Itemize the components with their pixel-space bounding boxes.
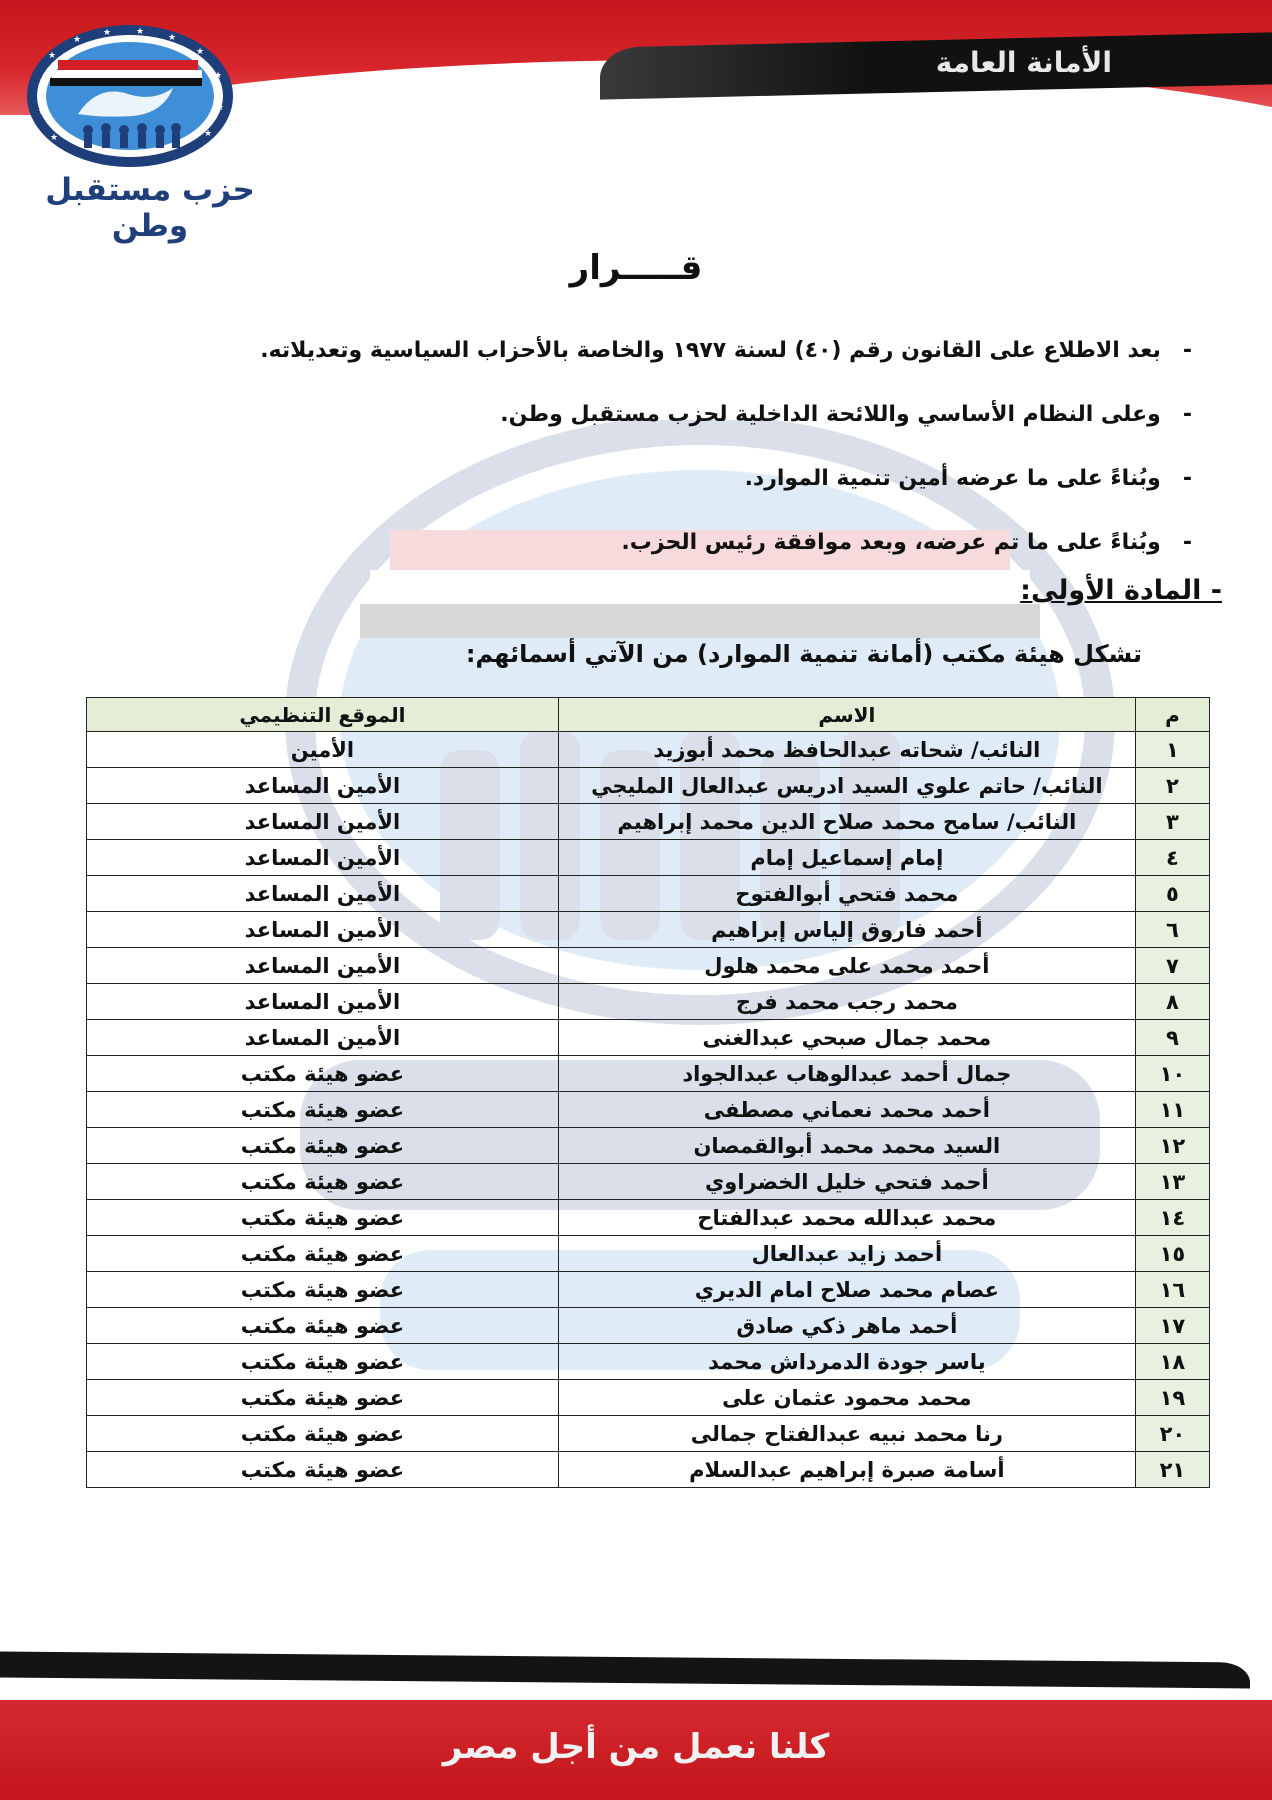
svg-text:★: ★	[136, 27, 145, 37]
row-number: ٦	[1135, 912, 1209, 948]
decision-title: قـــــرار	[569, 248, 703, 288]
row-number: ٤	[1135, 840, 1209, 876]
row-number: ١٩	[1135, 1380, 1209, 1416]
svg-text:★: ★	[38, 107, 47, 117]
preamble-item	[72, 446, 1192, 510]
svg-text:★: ★	[40, 77, 49, 87]
table-row	[87, 1164, 1210, 1200]
row-number: ٢٠	[1135, 1416, 1209, 1452]
svg-text:★: ★	[204, 129, 213, 139]
row-number: ١٣	[1135, 1164, 1209, 1200]
preamble-list	[72, 318, 1192, 574]
member-name: أحمد فاروق إلياس إبراهيم	[558, 912, 1135, 948]
row-number: ١٤	[1135, 1200, 1209, 1236]
member-position: عضو هيئة مكتب	[87, 1416, 559, 1452]
list-dash: -	[1182, 401, 1192, 427]
table-row	[87, 1272, 1210, 1308]
member-position: الأمين المساعد	[87, 984, 559, 1020]
row-number: ١٥	[1135, 1236, 1209, 1272]
member-name: ياسر جودة الدمرداش محمد	[558, 1344, 1135, 1380]
preamble-item	[72, 382, 1192, 446]
member-name: أحمد محمد نعماني مصطفى	[558, 1092, 1135, 1128]
member-position: عضو هيئة مكتب	[87, 1308, 559, 1344]
member-position: عضو هيئة مكتب	[87, 1200, 559, 1236]
list-dash: -	[1182, 529, 1192, 555]
table-row	[87, 1200, 1210, 1236]
general-secretariat-title: الأمانة العامة	[935, 46, 1112, 79]
preamble-item	[72, 510, 1192, 574]
table-row	[87, 912, 1210, 948]
table-row	[87, 948, 1210, 984]
member-name: عصام محمد صلاح امام الديري	[558, 1272, 1135, 1308]
member-position: الأمين المساعد	[87, 768, 559, 804]
table-row	[87, 1380, 1210, 1416]
member-position: عضو هيئة مكتب	[87, 1092, 559, 1128]
member-name: أحمد فتحي خليل الخضراوي	[558, 1164, 1135, 1200]
member-name: محمد رجب محمد فرج	[558, 984, 1135, 1020]
row-number: ١٠	[1135, 1056, 1209, 1092]
row-number: ٣	[1135, 804, 1209, 840]
row-number: ١	[1135, 732, 1209, 768]
table-row	[87, 840, 1210, 876]
footer-black-band	[0, 1652, 1250, 1689]
member-name: محمد فتحي أبوالفتوح	[558, 876, 1135, 912]
member-position: الأمين المساعد	[87, 876, 559, 912]
table-row	[87, 804, 1210, 840]
row-number: ٥	[1135, 876, 1209, 912]
member-position: عضو هيئة مكتب	[87, 1236, 559, 1272]
preamble-text: وعلى النظام الأساسي واللائحة الداخلية لحزب مستقبل وطن.	[500, 401, 1161, 427]
row-number: ١٢	[1135, 1128, 1209, 1164]
row-number: ١١	[1135, 1092, 1209, 1128]
row-number: ٧	[1135, 948, 1209, 984]
members-table-body	[87, 732, 1210, 1488]
table-row	[87, 1416, 1210, 1452]
table-row	[87, 984, 1210, 1020]
article-one-heading: - المادة الأولى:	[1020, 575, 1222, 606]
table-row	[87, 732, 1210, 768]
member-position: الأمين المساعد	[87, 1020, 559, 1056]
members-table	[86, 697, 1210, 1488]
table-row	[87, 1056, 1210, 1092]
member-name: أحمد زايد عبدالعال	[558, 1236, 1135, 1272]
table-header-row	[87, 698, 1210, 732]
formation-statement: تشكل هيئة مكتب (أمانة تنمية الموارد) من الآتي أسمائهم:	[465, 640, 1142, 668]
table-row	[87, 876, 1210, 912]
table-row	[87, 1344, 1210, 1380]
member-position: عضو هيئة مكتب	[87, 1164, 559, 1200]
preamble-text: بعد الاطلاع على القانون رقم (٤٠) لسنة ١٩٧٧ والخاصة بالأحزاب السياسية وتعديلاته.	[260, 337, 1161, 363]
member-position: الأمين المساعد	[87, 948, 559, 984]
member-name: محمد جمال صبحي عبدالغنى	[558, 1020, 1135, 1056]
logo-wordmark: حزب مستقبل وطن	[45, 172, 255, 244]
member-position: عضو هيئة مكتب	[87, 1056, 559, 1092]
svg-text:★: ★	[214, 71, 223, 81]
list-dash: -	[1182, 337, 1192, 363]
column-header-name: الاسم	[558, 698, 1135, 732]
member-name: أحمد محمد على محمد هلول	[558, 948, 1135, 984]
member-name: النائب/ سامح محمد صلاح الدين محمد إبراهيم	[558, 804, 1135, 840]
svg-text:★: ★	[103, 28, 112, 38]
member-position: عضو هيئة مكتب	[87, 1452, 559, 1488]
footer-slogan: كلنا نعمل من أجل مصر	[442, 1727, 830, 1767]
column-header-number: م	[1135, 698, 1209, 732]
member-position: عضو هيئة مكتب	[87, 1128, 559, 1164]
member-position: الأمين المساعد	[87, 840, 559, 876]
member-position: الأمين المساعد	[87, 804, 559, 840]
member-name: إمام إسماعيل إمام	[558, 840, 1135, 876]
member-position: عضو هيئة مكتب	[87, 1272, 559, 1308]
table-row	[87, 1308, 1210, 1344]
row-number: ٨	[1135, 984, 1209, 1020]
preamble-item	[72, 318, 1192, 382]
member-position: عضو هيئة مكتب	[87, 1344, 559, 1380]
row-number: ٩	[1135, 1020, 1209, 1056]
column-header-position: الموقع التنظيمي	[87, 698, 559, 732]
row-number: ٢	[1135, 768, 1209, 804]
svg-text:★: ★	[48, 51, 57, 61]
member-name: محمد عبدالله محمد عبدالفتاح	[558, 1200, 1135, 1236]
list-dash: -	[1182, 465, 1192, 491]
preamble-text: وبُناءً على ما تم عرضه، وبعد موافقة رئيس الحزب.	[621, 529, 1161, 555]
member-name: رنا محمد نبيه عبدالفتاح جمالى	[558, 1416, 1135, 1452]
table-row	[87, 1020, 1210, 1056]
svg-text:★: ★	[216, 103, 225, 113]
preamble-text: وبُناءً على ما عرضه أمين تنمية الموارد.	[744, 465, 1161, 491]
member-name: أحمد ماهر ذكي صادق	[558, 1308, 1135, 1344]
member-name: السيد محمد محمد أبوالقمصان	[558, 1128, 1135, 1164]
row-number: ١٨	[1135, 1344, 1209, 1380]
member-position: الأمين المساعد	[87, 912, 559, 948]
member-name: أسامة صبرة إبراهيم عبدالسلام	[558, 1452, 1135, 1488]
table-row	[87, 768, 1210, 804]
table-row	[87, 1236, 1210, 1272]
member-name: النائب/ شحاته عبدالحافظ محمد أبوزيد	[558, 732, 1135, 768]
member-position: الأمين	[87, 732, 559, 768]
member-name: محمد محمود عثمان على	[558, 1380, 1135, 1416]
svg-text:★: ★	[73, 35, 82, 45]
table-row	[87, 1452, 1210, 1488]
row-number: ١٧	[1135, 1308, 1209, 1344]
member-name: النائب/ حاتم علوي السيد ادريس عبدالعال المليجي	[558, 768, 1135, 804]
table-row	[87, 1092, 1210, 1128]
table-row	[87, 1128, 1210, 1164]
row-number: ٢١	[1135, 1452, 1209, 1488]
svg-text:★: ★	[168, 33, 177, 43]
member-name: جمال أحمد عبدالوهاب عبدالجواد	[558, 1056, 1135, 1092]
member-position: عضو هيئة مكتب	[87, 1380, 559, 1416]
row-number: ١٦	[1135, 1272, 1209, 1308]
svg-text:★: ★	[50, 133, 59, 143]
svg-text:★: ★	[196, 47, 205, 57]
